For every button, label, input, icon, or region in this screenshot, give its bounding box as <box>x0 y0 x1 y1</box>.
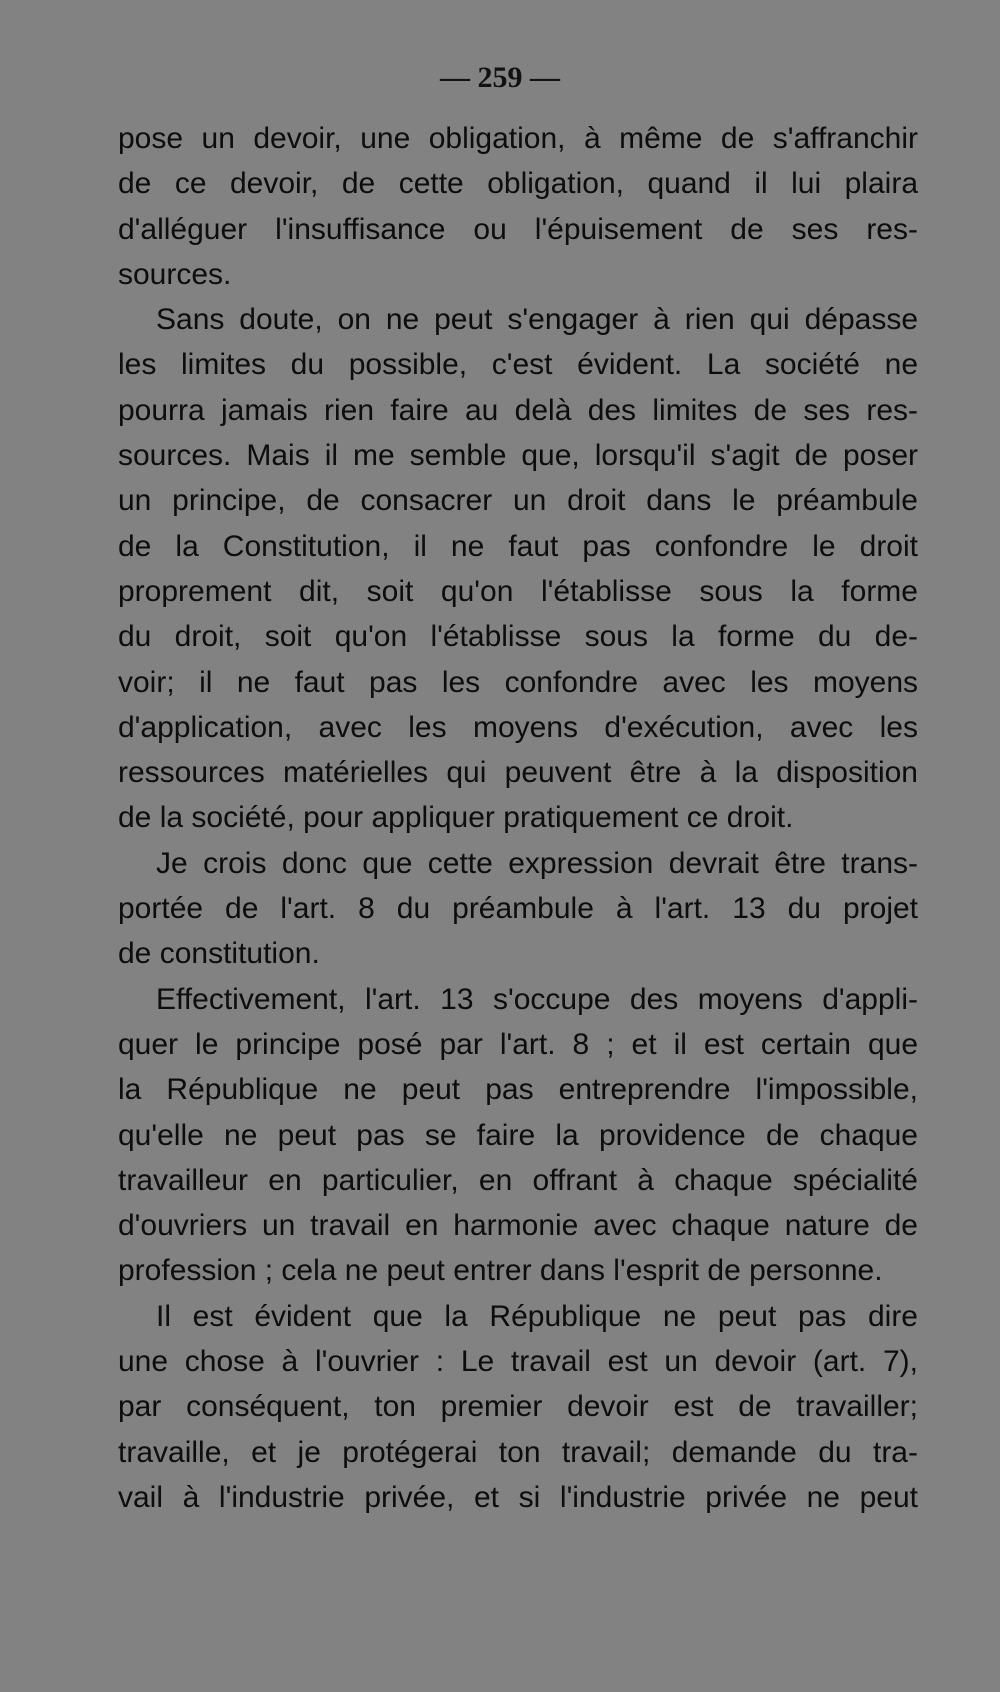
text-line: vail à l'industrie privée, et si l'industrie privée ne peut <box>118 1480 918 1514</box>
text-line: la République ne peut pas entreprendre l'impossible, <box>118 1073 918 1107</box>
text-line: Il est évident que la République ne peut pas dire <box>156 1299 918 1333</box>
page-number: — 259 — <box>440 61 560 94</box>
text-line: sources. Mais il me semble que, lorsqu'il s'agit de poser <box>118 439 918 473</box>
text-line: profession ; cela ne peut entrer dans l'esprit de personne. <box>118 1254 883 1288</box>
text-line: de constitution. <box>118 937 320 971</box>
text-line: ressources matérielles qui peuvent être à la disposition <box>118 756 918 790</box>
text-line: de la société, pour appliquer pratiquement ce droit. <box>118 801 794 835</box>
text-line: par conséquent, ton premier devoir est de travailler; <box>118 1390 918 1424</box>
text-line: d'alléguer l'insuffisance ou l'épuisement de ses res- <box>118 212 918 246</box>
text-line: sources. <box>118 257 232 291</box>
text-line: travaille, et je protégerai ton travail; demande du tra- <box>118 1435 918 1469</box>
text-line: les limites du possible, c'est évident. La société ne <box>118 348 918 382</box>
text-line: une chose à l'ouvrier : Le travail est un devoir (art. 7), <box>118 1345 918 1379</box>
text-line: pose un devoir, une obligation, à même de s'affranchir <box>118 122 918 155</box>
text-line: voir; il ne faut pas les confondre avec les moyens <box>118 665 918 699</box>
text-line: de ce devoir, de cette obligation, quand il lui plaira <box>118 167 918 201</box>
text-line: d'ouvriers un travail en harmonie avec chaque nature de <box>118 1209 918 1243</box>
text-line: quer le principe posé par l'art. 8 ; et il est certain que <box>118 1027 918 1061</box>
text-line: portée de l'art. 8 du préambule à l'art. 13 du projet <box>118 892 918 926</box>
body-text <box>118 116 918 1520</box>
text-line: Effectivement, l'art. 13 s'occupe des moyens d'appli- <box>156 982 918 1016</box>
text-line: un principe, de consacrer un droit dans le préambule <box>118 484 918 518</box>
text-line: d'application, avec les moyens d'exécution, avec les <box>118 710 918 744</box>
text-line: Sans doute, on ne peut s'engager à rien qui dépasse <box>156 303 918 337</box>
text-line: proprement dit, soit qu'on l'établisse sous la forme <box>118 574 918 608</box>
text-line: qu'elle ne peut pas se faire la providence de chaque <box>118 1118 918 1152</box>
text-line: de la Constitution, il ne faut pas confondre le droit <box>118 529 918 563</box>
text-line: du droit, soit qu'on l'établisse sous la forme du de- <box>118 620 918 654</box>
text-line: Je crois donc que cette expression devrait être trans- <box>156 846 918 880</box>
text-line: travailleur en particulier, en offrant à chaque spécialité <box>118 1163 918 1197</box>
text-line: pourra jamais rien faire au delà des limites de ses res- <box>118 393 918 427</box>
